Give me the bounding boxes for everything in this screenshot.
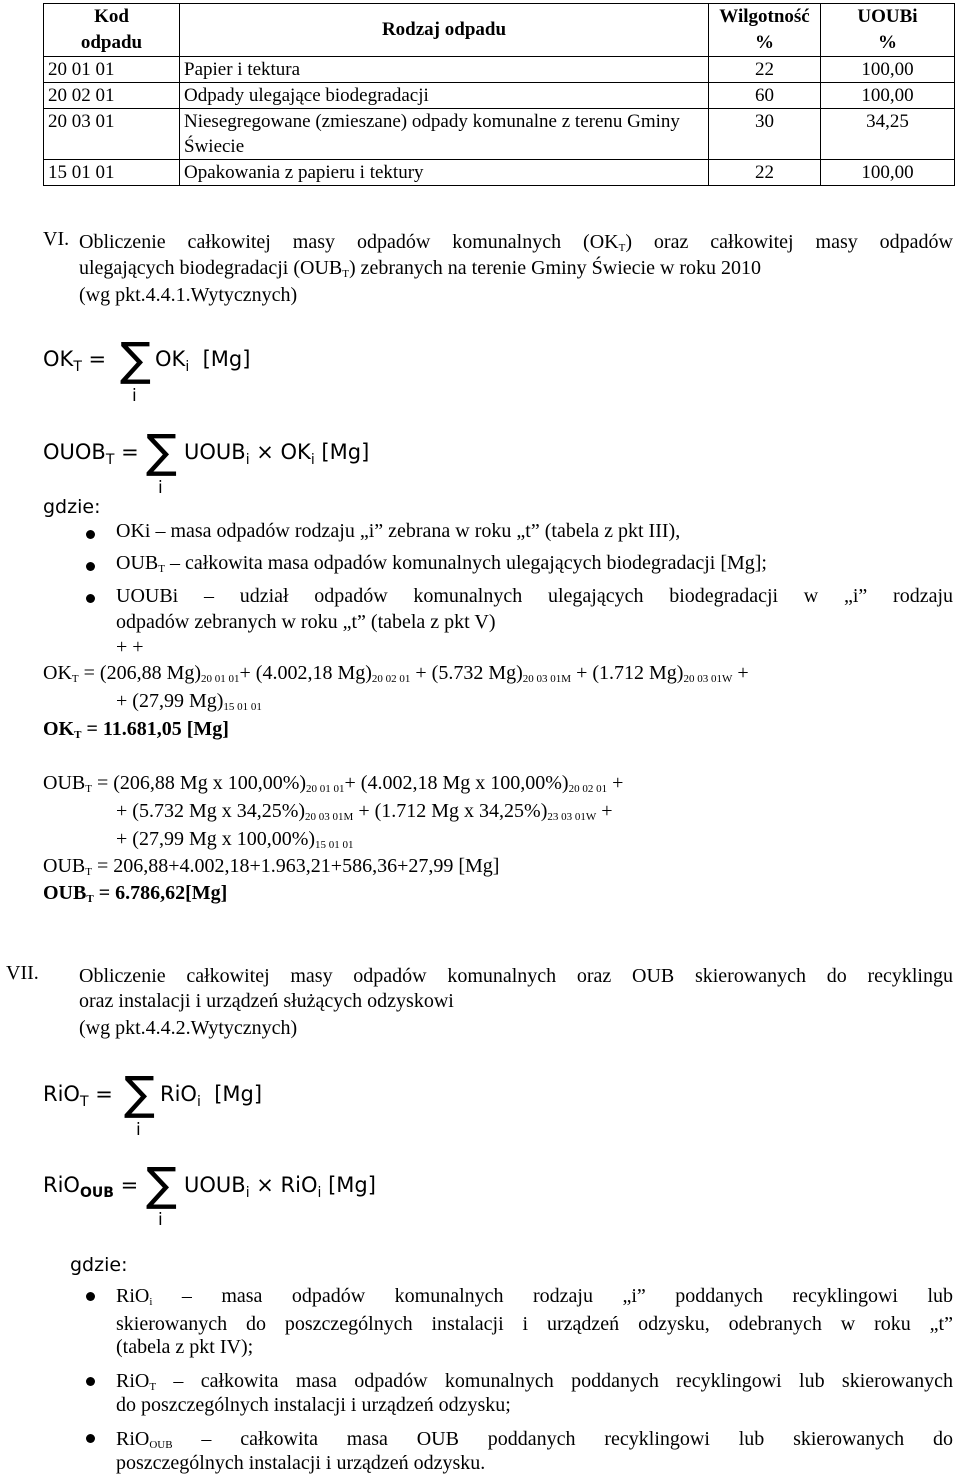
where-label: gdzie: [43, 496, 101, 518]
sum-index: i [158, 1210, 163, 1230]
waste-table [43, 3, 955, 186]
oub-calculation-line1: $OUB_T = (206,88$ Mg x $100,00\%)_{20 01 01}+ (4.002,18$ Mg x $100,00\%)_{20 02 01}$ + [43, 772, 624, 795]
oub-calculation-line3: + (27,99 Mg x $100,00\%)_{15 01 01}$ [116, 828, 354, 851]
sum-index: i [132, 386, 137, 406]
cell-code: 15 01 01 [44, 160, 180, 186]
formula-rio-lhs: RiO$_T$ = [43, 1082, 113, 1110]
ok-result: $OK_T = 11.681,05$ [Mg] [43, 718, 229, 741]
section-7-title-line2: oraz instalacji i urządzeń służących odzyskowi [79, 990, 454, 1012]
section-7-title-line3: (wg pkt.4.4.2.Wytycznych) [79, 1017, 298, 1039]
table-row [44, 109, 955, 160]
sum-symbol-icon: ∑ [124, 1066, 155, 1120]
cell-code: 20 02 01 [44, 83, 180, 109]
where-label: gdzie: [70, 1254, 128, 1276]
sum-symbol-icon: ∑ [120, 332, 151, 386]
cell-code: 20 01 01 [44, 57, 180, 83]
oub-result: $OUB_T = 6.786,62[Mg]$ [43, 882, 228, 905]
bullet-dot-icon [86, 594, 95, 603]
definition-rio-t-line1: RiO$_T$ – całkowita masa odpadów komunalnych poddanych recyklingowi lub skierowanych [116, 1370, 953, 1393]
table-row [44, 57, 955, 83]
table-row [44, 83, 955, 109]
table-row [44, 160, 955, 186]
section-6-title-line2: ulegających biodegradacji $(OUB_T)$ zebranych na terenie Gminy Świecie w roku 2010 [79, 257, 762, 280]
definition-rio-t-line2: do poszczególnych instalacji i urządzeń odzysku; [116, 1394, 511, 1416]
header-uoubi: UOUBi % [821, 4, 955, 57]
cell-uoubi: 34,25 [821, 109, 955, 160]
header-kind: Rodzaj odpadu [180, 4, 709, 57]
formula-ouob-lhs: $OUOB_T$ = [43, 440, 139, 468]
cell-kind: Odpady ulegające biodegradacji [180, 83, 709, 109]
ok-calculation-line1: $OK_T = (206,88$ $Mg)_{20 01 01}+ (4.002,18$ $Mg)_{20 02 01} + (5.732$ $Mg)_{20 03 01M} + (1.712$ $Mg)_{20 03 01W}$ + [43, 662, 749, 685]
plus-marks: + + [116, 636, 144, 658]
formula-rio-rhs: RiO$_i$ [Mg] [160, 1082, 263, 1110]
header-moisture: Wilgotność % [709, 4, 821, 57]
table-header-row [44, 4, 955, 57]
sum-symbol-icon: ∑ [146, 424, 177, 478]
oub-calculation-line4: $OUB_T = 206,88+4.002,18+1.963,21+586,36+27,99$ [Mg] [43, 855, 500, 878]
cell-kind: Niesegregowane (zmieszane) odpady komunalne z terenu Gminy Świecie [180, 109, 709, 160]
definition-rio-i-line3: (tabela z pkt IV); [116, 1336, 254, 1358]
sum-index: i [158, 478, 163, 498]
formula-ouob-rhs: $UOUB_i \times OK_i$ [Mg] [184, 440, 370, 468]
section-7-title-line1: Obliczenie całkowitej masy odpadów komunalnych oraz OUB skierowanych do recyklingu [79, 965, 953, 987]
oub-calculation-line2: + (5.732 Mg x $34,25\%)_{20 03 01M} + (1.712$ Mg x $34,25\%)_{23 03 01W}$ + [116, 800, 613, 823]
cell-moisture: 30 [709, 109, 821, 160]
cell-code: 20 03 01 [44, 109, 180, 160]
cell-moisture: 22 [709, 57, 821, 83]
section-7-number: VII. [6, 962, 39, 984]
definition-rio-i-line2: skierowanych do poszczególnych instalacji i urządzeń odzysku, odebranych w roku „t” [116, 1313, 953, 1335]
cell-uoubi: 100,00 [821, 57, 955, 83]
bullet-dot-icon [86, 1377, 95, 1386]
cell-moisture: 22 [709, 160, 821, 186]
definition-uoubi-line2: odpadów zebranych w roku „t” (tabela z pkt V) [116, 611, 496, 633]
definition-rio-i-line1: RiO$_i$ – masa odpadów komunalnych rodzaju „i” poddanych recyklingowi lub [116, 1285, 953, 1308]
formula-rio-oub-rhs: $UOUB_i \times RiO_i$ [Mg] [184, 1173, 376, 1201]
definition-rio-oub-line1: RiO$_{OUB}$ – całkowita masa OUB poddanych recyklingowi lub skierowanych do [116, 1428, 953, 1451]
section-6-title-line1: Obliczenie całkowitej masy odpadów komunalnych $(OK_T)$ oraz całkowitej masy odpadów [79, 231, 953, 254]
cell-uoubi: 100,00 [821, 83, 955, 109]
definition-rio-oub-line2: poszczególnych instalacji i urządzeń odzysku. [116, 1452, 486, 1474]
sum-symbol-icon: ∑ [146, 1157, 177, 1211]
section-6-number: VI. [43, 228, 70, 250]
formula-ok-rhs: $OK_i$ [Mg] [155, 347, 251, 375]
bullet-dot-icon [86, 530, 95, 539]
cell-uoubi: 100,00 [821, 160, 955, 186]
definition-oki: OKi – masa odpadów rodzaju „i” zebrana w roku „t” (tabela z pkt III), [116, 520, 681, 542]
header-code: Kod odpadu [44, 4, 180, 57]
bullet-dot-icon [86, 562, 95, 571]
section-6-title-line3: (wg pkt.4.4.1.Wytycznych) [79, 284, 298, 306]
bullet-dot-icon [86, 1292, 95, 1301]
formula-ok-lhs: $OK_T$ = [43, 347, 107, 375]
bullet-dot-icon [86, 1434, 95, 1443]
definition-oub: $OUB_T$ – całkowita masa odpadów komunalnych ulegających biodegradacji [Mg]; [116, 552, 767, 575]
ok-calculation-line2: + (27,99 $Mg)_{15 01 01}$ [116, 690, 262, 713]
cell-moisture: 60 [709, 83, 821, 109]
sum-index: i [136, 1120, 141, 1140]
definition-uoubi-line1: UOUBi – udział odpadów komunalnych ulegających biodegradacji w „i” rodzaju [116, 585, 953, 607]
cell-kind: Papier i tektura [180, 57, 709, 83]
cell-kind: Opakowania z papieru i tektury [180, 160, 709, 186]
formula-rio-oub-lhs: RiO$_{OUB}$ = [43, 1173, 139, 1201]
